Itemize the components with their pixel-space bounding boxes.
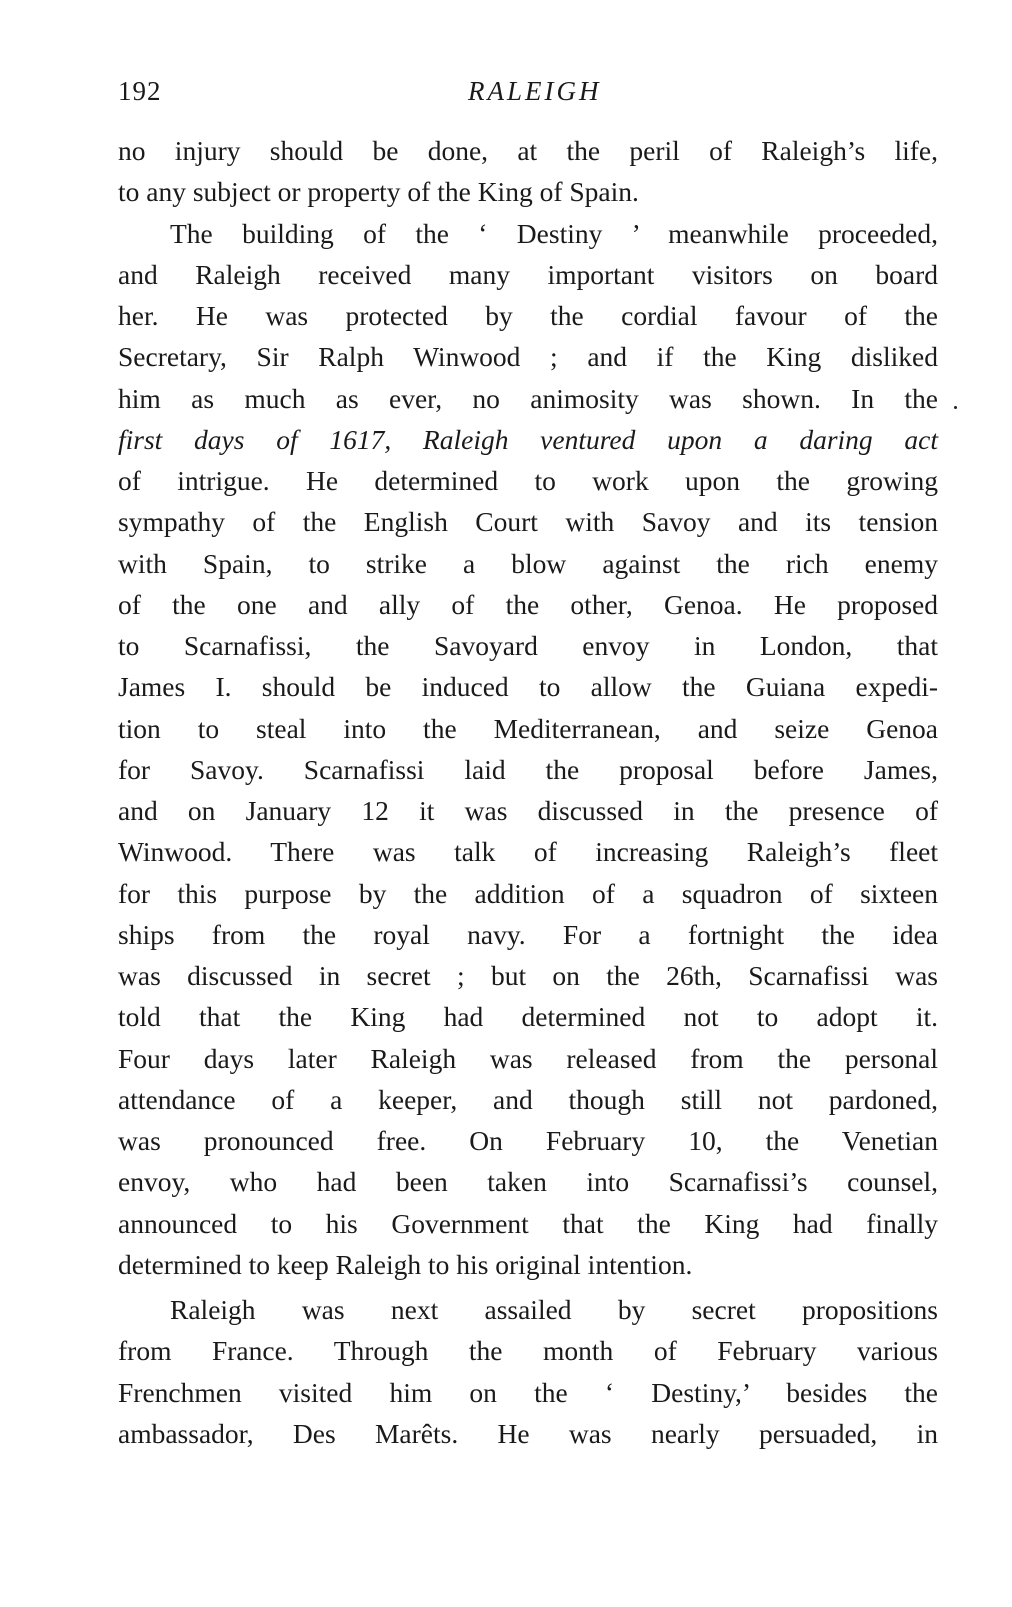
text-line: and Raleigh received many important visitors on board	[118, 258, 938, 290]
text-line: ambassador, Des Marêts. He was nearly persuaded, in	[118, 1417, 938, 1449]
text-line: determined to keep Raleigh to his original intention.	[118, 1248, 693, 1280]
text-line: James I. should be induced to allow the Guiana expedi-	[118, 671, 938, 703]
text-line: first days of 1617, Raleigh ventured upon a daring act	[118, 423, 938, 455]
text-line: announced to his Government that the King had finally	[118, 1207, 938, 1239]
page-number: 192	[118, 76, 162, 106]
text-line: her. He was protected by the cordial favour of the	[118, 300, 938, 331]
text-line: The building of the ‘ Destiny ’ meanwhile proceeded,	[170, 217, 938, 249]
paragraph	[118, 130, 938, 213]
text-line: sympathy of the English Court with Savoy and its tension	[118, 506, 938, 538]
text-line: for this purpose by the addition of a squadron of sixteen	[118, 877, 938, 909]
text-line: him as much as ever, no animosity was shown. In the	[118, 382, 938, 414]
text-line: Frenchmen visited him on the ‘ Destiny,’ besides the	[118, 1376, 938, 1408]
text-line: Winwood. There was talk of increasing Raleigh’s fleet	[118, 836, 938, 868]
text-line: tion to steal into the Mediterranean, and seize Genoa	[118, 712, 938, 744]
text-line: attendance of a keeper, and though still not pardoned,	[118, 1083, 938, 1115]
text-line: ships from the royal navy. For a fortnight the idea	[118, 918, 938, 950]
text-line: and on January 12 it was discussed in the presence of	[118, 795, 938, 826]
text-line: no injury should be done, at the peril of Raleigh’s life,	[118, 135, 938, 166]
text-line: envoy, who had been taken into Scarnafissi’s counsel,	[118, 1166, 938, 1198]
page-header	[118, 66, 938, 116]
text-line: to any subject or property of the King of Spain.	[118, 176, 639, 208]
text-line: from France. Through the month of February various	[118, 1335, 938, 1367]
paragraph	[118, 1289, 938, 1454]
text-line: of intrigue. He determined to work upon the growing	[118, 465, 938, 496]
text-line: Secretary, Sir Ralph Winwood ; and if the King disliked	[118, 341, 938, 373]
text-line: told that the King had determined not to adopt it.	[118, 1001, 938, 1033]
text-line: Four days later Raleigh was released from the personal	[118, 1042, 938, 1074]
text-line: was pronounced free. On February 10, the Venetian	[118, 1125, 938, 1156]
text-line: to Scarnafissi, the Savoyard envoy in London, that	[118, 630, 938, 661]
paragraph	[118, 213, 938, 1286]
text-line: Raleigh was next assailed by secret propositions	[170, 1294, 938, 1325]
text-line: of the one and ally of the other, Genoa. He proposed	[118, 588, 938, 620]
text-line: for Savoy. Scarnafissi laid the proposal before James,	[118, 753, 938, 785]
margin-mark	[954, 406, 957, 409]
text-line: was discussed in secret ; but on the 26th, Scarnafissi was	[118, 960, 938, 991]
running-head: RALEIGH	[468, 76, 602, 106]
text-line: with Spain, to strike a blow against the rich enemy	[118, 547, 938, 579]
body-text	[118, 130, 938, 1454]
